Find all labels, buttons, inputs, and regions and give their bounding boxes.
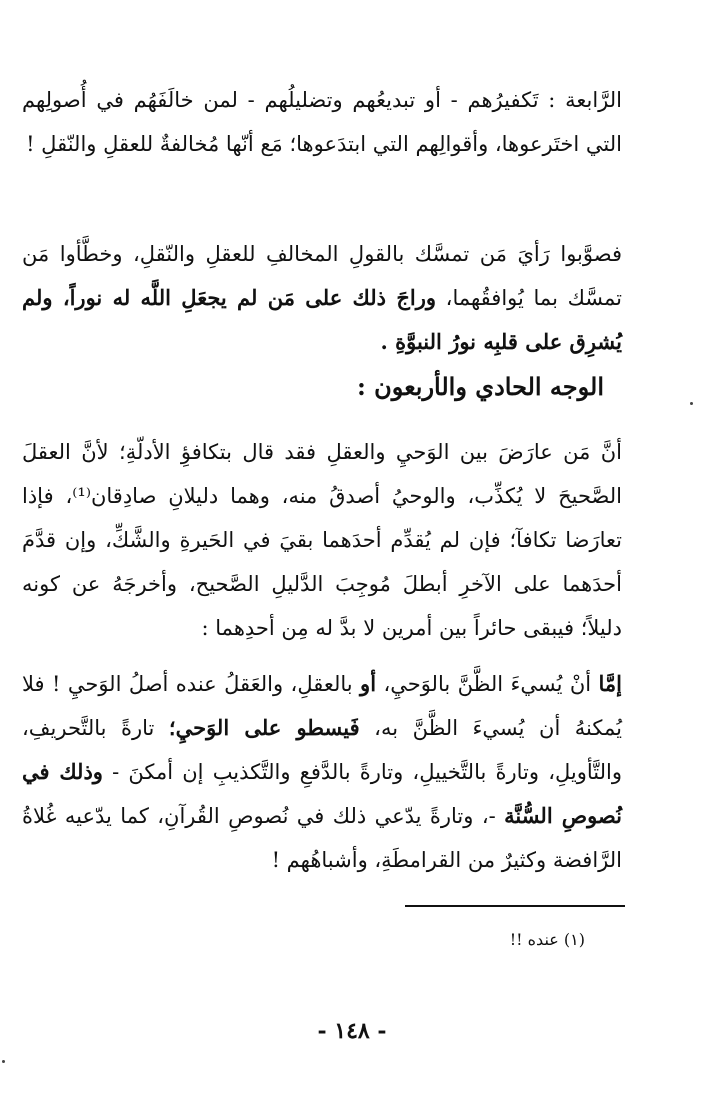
paragraph-fourth-point <box>22 78 622 166</box>
scan-speck <box>2 1060 5 1063</box>
page-number: - ١٤٨ - <box>317 1018 387 1044</box>
bold-emphasis: أو <box>360 671 377 696</box>
bold-emphasis: وراجَ ذلك على مَن لم يجعَلِ اللَّه له نوراً، ولم يُشرِق على قلبِه نورُ النبوَّةِ . <box>22 285 622 354</box>
scan-speck <box>690 402 693 405</box>
paragraph-conclusion <box>22 232 622 364</box>
paragraph-text: تارةً بالتَّحريفِ، والتَّأويلِ، وتارةً بالتَّخييلِ، وتارةً بالدَّفعِ والتَّكذيبِ إن أمكنَ - <box>22 716 622 784</box>
paragraph-text: أنْ يُسيءَ الظَّنَّ بالوَحيِ، <box>376 672 599 696</box>
paragraph-text: -، وتارةً يدّعي ذلك في نُصوصِ القُرآنِ، كما يدّعيه غُلاةُ الرَّافضة وكثيرٌ من القرامطَةِ، وأشباهُهم ! <box>22 804 622 872</box>
paragraph-text: بالعقلِ، والعَقلُ عنده أصلُ الوَحيِ ! فلا يُمكنهُ أن يُسيءَ الظَّنَّ به، <box>22 672 622 740</box>
bold-emphasis: إمَّا <box>598 671 622 696</box>
paragraph-consequence <box>22 662 622 882</box>
paragraph-text: فصوَّبوا رَأيَ مَن تمسَّك بالقولِ المخالفِ للعقلِ والنّقلِ، وخطَّأوا مَن تمسَّك بما يُوافقُهما، <box>22 242 623 310</box>
footnote-divider <box>405 905 625 907</box>
bold-emphasis: فَيسطو على الوَحيِ؛ <box>168 715 360 740</box>
paragraph-argument <box>22 430 622 650</box>
paragraph-text: الرَّابعة : تَكفيرُهم - أو تبديعُهم وتضليلُهم - لمن خالَفَهُم في أُصولِهم التي اختَرعوها، وأقوالِهم التي ابتدَعوها؛ مَع أنّها مُخالفةٌ للعقلِ والنّقلِ ! <box>22 88 622 156</box>
section-heading: الوجه الحادي والأربعون : <box>356 372 604 401</box>
bold-emphasis: وذلك في نُصوصِ السُّنَّة <box>22 759 622 828</box>
footnote: (١) عنده !! <box>509 930 585 949</box>
paragraph-text: أنَّ مَن عارَضَ بين الوَحيِ والعقلِ فقد قال بتكافؤِ الأدلّةِ؛ لأنَّ العقلَ الصَّحيحَ لا يُكذِّب، والوحيُ أصدقُ منه، وهما دليلانِ صادِقان⁽¹⁾، فإذا تعارَضا تكافآ؛ فإن لم يُقدِّم أحدَهما بقيَ في الحَيرةِ والشَّكِّ، وإن قدَّمَ أحدَهما على الآخرِ أبطلَ مُوجِبَ الدَّليلِ الصَّحيح، وأخرجَهُ عن كونه دليلاً؛ فيبقى حائراً بين أمرين لا بدَّ له مِن أحدِهما : <box>22 440 622 640</box>
